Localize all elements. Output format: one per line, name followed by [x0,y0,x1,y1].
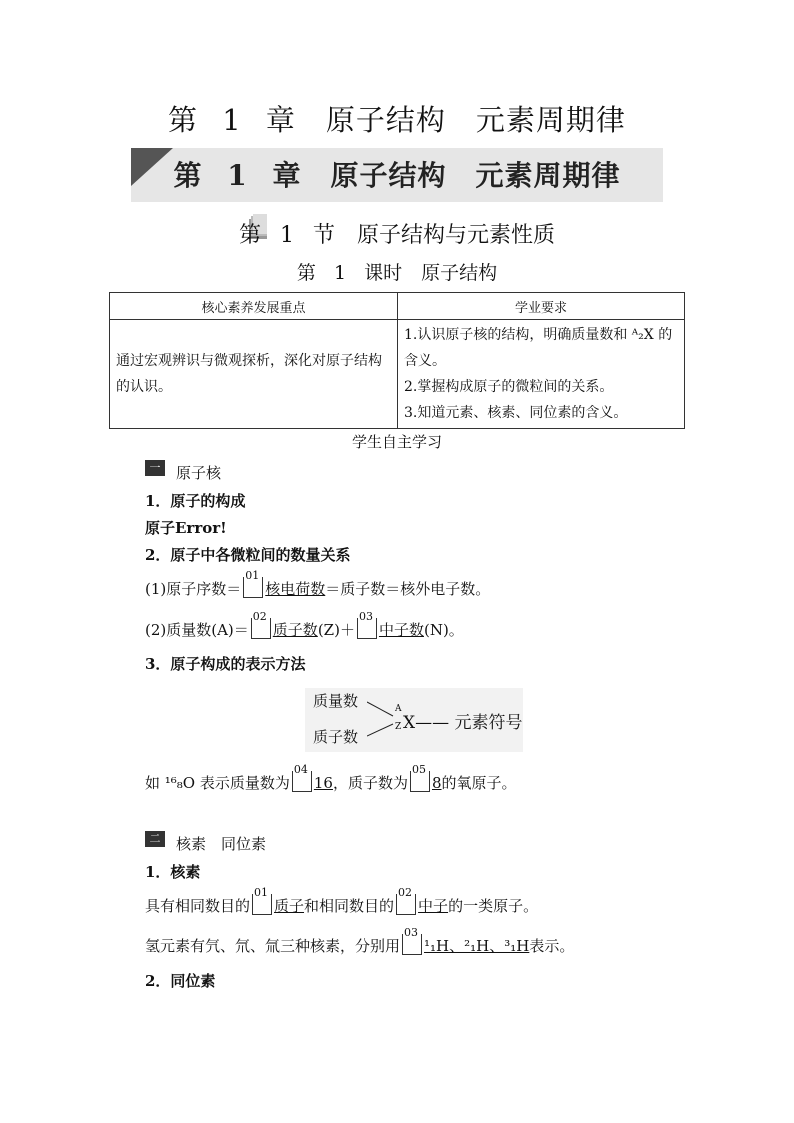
answer-blank: 03 [357,618,377,639]
label-mass-number: 质量数 [313,692,359,710]
hydrogen-nuclides-line: 氢元素有氕、氘、氚三种核素，分别用 03 ¹₁H、²₁H、³₁H表示。 [145,926,575,955]
heading-notation: 3．原子构成的表示方法 [145,655,306,673]
goal-item: 2.掌握构成原子的微粒间的关系。 [404,379,614,395]
goals-col1-cell: 通过宏观辨识与微观探析，深化对原子结构的认识。 [110,320,398,429]
label-proton-number: 质子数 [313,728,359,746]
goals-col2-header: 学业要求 [398,293,685,320]
goal-item: 1.认识原子核的结构，明确质量数和 ᴬ₂X 的含义。 [404,327,673,369]
answer-blank: 04 [292,771,312,792]
oxygen-example-line: 如 ¹⁶₈O 表示质量数为 04 16，质子数为 05 8的氧原子。 [145,763,517,792]
answer-blank: 01 [252,894,272,915]
goals-table [109,292,685,429]
goals-col1-header: 核心素养发展重点 [110,293,398,320]
section-title: 第 1 节 原子结构与元素性质 [239,223,555,248]
part-one-icon: 一 [145,460,165,476]
goals-col2-cell [398,320,685,429]
notation-diagram: 质量数 质子数 A Z X—— 元素符号 [305,688,523,752]
atom-composition-line: 原子Error! [145,519,227,537]
heading-atom-composition: 1．原子的构成 [145,492,246,510]
heading-nuclide: 1．核素 [145,863,201,881]
connector-lines [367,696,397,742]
answer-blank: 01 [243,577,263,598]
answer-blank: 02 [396,894,416,915]
part-one-title: 原子核 [176,464,222,482]
chapter-title: 第 1 章 原子结构 元素周期律 [168,103,626,137]
heading-isotope: 2．同位素 [145,972,216,990]
part-two-title: 核素 同位素 [176,835,267,853]
answer-blank: 02 [251,618,271,639]
answer-blank: 03 [402,934,422,955]
element-symbol-label: X—— 元素符号 [403,713,523,733]
heading-particle-relation: 2．原子中各微粒间的数量关系 [145,546,351,564]
answer-blank: 05 [410,771,430,792]
study-heading: 学生自主学习 [351,433,442,451]
part-two-icon: 二 [145,831,165,847]
goal-item: 3.知道元素、核素、同位素的含义。 [404,405,628,421]
relation-line-2: (2)质量数(A)＝ 02 质子数(Z)＋ 03 中子数(N)。 [145,610,464,639]
banner-title: 第 1 章 原子结构 元素周期律 [173,159,621,192]
nuclide-definition-line: 具有相同数目的 01 质子和相同数目的 02 中子的一类原子。 [145,886,539,915]
lesson-title: 第 1 课时 原子结构 [296,262,498,284]
relation-line-1: (1)原子序数＝ 01 核电荷数＝质子数＝核外电子数。 [145,569,491,598]
